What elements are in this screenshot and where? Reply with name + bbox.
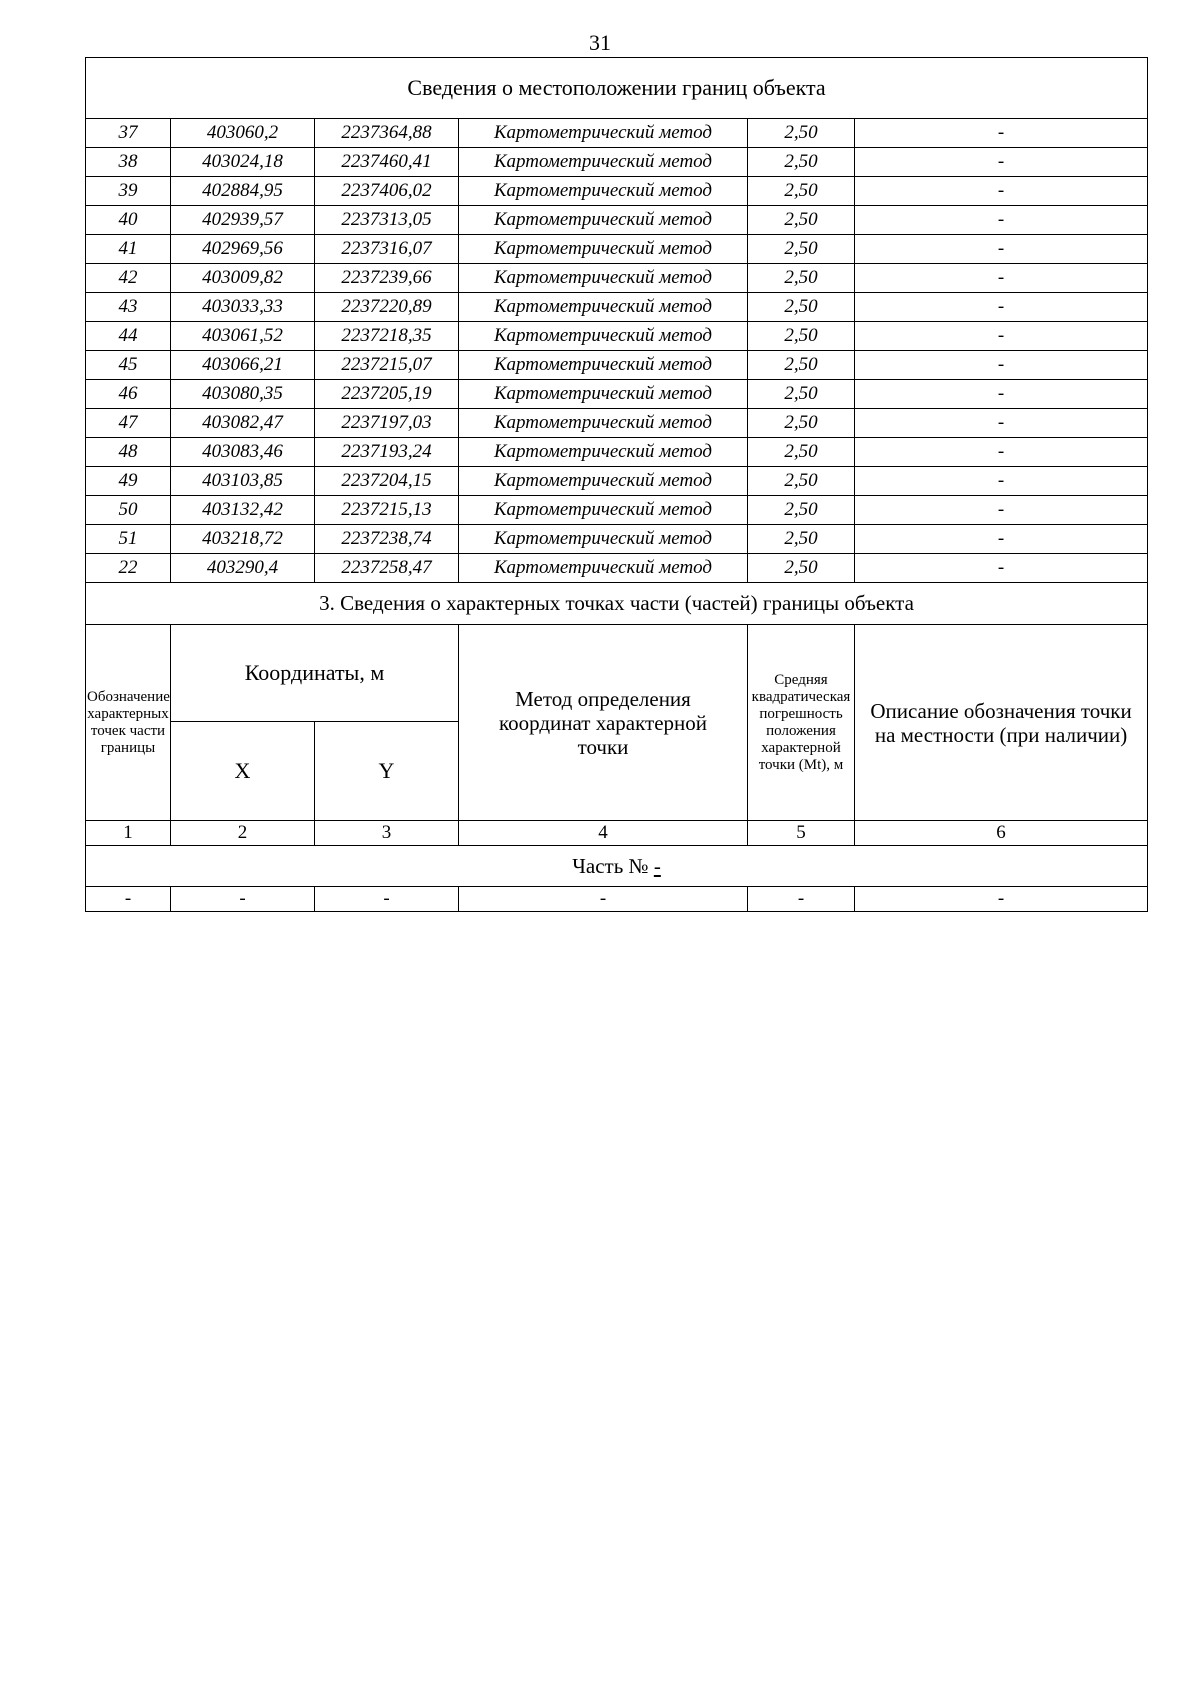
header-x: X (171, 722, 315, 821)
coord-x: 403080,35 (171, 380, 315, 409)
empty-cell: - (748, 887, 855, 912)
header-mt: Средняя квадратическая погрешность положения характерной точки (Mt), м (748, 625, 855, 821)
method-cell: Картометрический метод (459, 554, 748, 583)
table-row (86, 293, 1148, 322)
empty-cell: - (855, 887, 1148, 912)
coord-x: 403033,33 (171, 293, 315, 322)
point-number: 37 (86, 119, 171, 148)
coord-x: 403082,47 (171, 409, 315, 438)
part-label: Часть № (572, 853, 649, 878)
desc-cell: - (855, 322, 1148, 351)
section3-header-row-1 (86, 625, 1148, 722)
header-coords: Координаты, м (171, 625, 459, 722)
coord-x: 403218,72 (171, 525, 315, 554)
mt-cell: 2,50 (748, 351, 855, 380)
coord-y: 2237316,07 (315, 235, 459, 264)
section3-title: 3. Сведения о характерных точках части (частей) границы объекта (86, 583, 1148, 625)
mt-cell: 2,50 (748, 438, 855, 467)
point-number: 47 (86, 409, 171, 438)
part-cell (86, 846, 1148, 887)
table-row (86, 322, 1148, 351)
coord-y: 2237313,05 (315, 206, 459, 235)
point-number: 41 (86, 235, 171, 264)
column-number: 1 (86, 821, 171, 846)
mt-cell: 2,50 (748, 409, 855, 438)
desc-cell: - (855, 496, 1148, 525)
column-number: 3 (315, 821, 459, 846)
coord-x: 402939,57 (171, 206, 315, 235)
desc-cell: - (855, 148, 1148, 177)
table-row (86, 119, 1148, 148)
table-row (86, 177, 1148, 206)
mt-cell: 2,50 (748, 322, 855, 351)
desc-cell: - (855, 293, 1148, 322)
table-row (86, 554, 1148, 583)
table-row (86, 380, 1148, 409)
coord-x: 403083,46 (171, 438, 315, 467)
empty-part-row (86, 887, 1148, 912)
coord-x: 403290,4 (171, 554, 315, 583)
point-number: 42 (86, 264, 171, 293)
method-cell: Картометрический метод (459, 235, 748, 264)
method-cell: Картометрический метод (459, 467, 748, 496)
desc-cell: - (855, 525, 1148, 554)
method-cell: Картометрический метод (459, 322, 748, 351)
point-number: 43 (86, 293, 171, 322)
coord-y: 2237205,19 (315, 380, 459, 409)
method-cell: Картометрический метод (459, 380, 748, 409)
column-number: 6 (855, 821, 1148, 846)
point-number: 22 (86, 554, 171, 583)
table-title: Сведения о местоположении границ объекта (86, 58, 1148, 119)
coord-y: 2237215,13 (315, 496, 459, 525)
coord-y: 2237218,35 (315, 322, 459, 351)
coord-y: 2237238,74 (315, 525, 459, 554)
empty-cell: - (459, 887, 748, 912)
method-cell: Картометрический метод (459, 525, 748, 554)
table-row (86, 148, 1148, 177)
coord-y: 2237258,47 (315, 554, 459, 583)
mt-cell: 2,50 (748, 293, 855, 322)
coord-x: 403060,2 (171, 119, 315, 148)
coord-y: 2237364,88 (315, 119, 459, 148)
header-designation: Обозначение характерных точек части границы (86, 625, 171, 821)
desc-cell: - (855, 467, 1148, 496)
mt-cell: 2,50 (748, 264, 855, 293)
empty-cell: - (171, 887, 315, 912)
header-y: Y (315, 722, 459, 821)
method-cell: Картометрический метод (459, 351, 748, 380)
coord-x: 403061,52 (171, 322, 315, 351)
point-number: 51 (86, 525, 171, 554)
part-row (86, 846, 1148, 887)
coord-x: 403066,21 (171, 351, 315, 380)
point-number: 45 (86, 351, 171, 380)
desc-cell: - (855, 409, 1148, 438)
column-number: 2 (171, 821, 315, 846)
coord-x: 402884,95 (171, 177, 315, 206)
desc-cell: - (855, 380, 1148, 409)
column-number: 4 (459, 821, 748, 846)
point-number: 49 (86, 467, 171, 496)
point-number: 44 (86, 322, 171, 351)
coord-x: 403132,42 (171, 496, 315, 525)
desc-cell: - (855, 119, 1148, 148)
mt-cell: 2,50 (748, 496, 855, 525)
table-row (86, 496, 1148, 525)
point-number: 50 (86, 496, 171, 525)
method-cell: Картометрический метод (459, 119, 748, 148)
header-method: Метод определения координат характерной точки (459, 625, 748, 821)
column-number: 5 (748, 821, 855, 846)
table-row (86, 351, 1148, 380)
method-cell: Картометрический метод (459, 438, 748, 467)
empty-cell: - (86, 887, 171, 912)
desc-cell: - (855, 554, 1148, 583)
desc-cell: - (855, 206, 1148, 235)
point-number: 46 (86, 380, 171, 409)
method-cell: Картометрический метод (459, 293, 748, 322)
coord-x: 403103,85 (171, 467, 315, 496)
boundary-table (85, 57, 1148, 912)
mt-cell: 2,50 (748, 554, 855, 583)
coord-x: 403024,18 (171, 148, 315, 177)
table-row (86, 438, 1148, 467)
header-desc: Описание обозначения точки на местности (при наличии) (855, 625, 1148, 821)
desc-cell: - (855, 438, 1148, 467)
coord-y: 2237406,02 (315, 177, 459, 206)
coord-y: 2237239,66 (315, 264, 459, 293)
method-cell: Картометрический метод (459, 177, 748, 206)
coord-x: 403009,82 (171, 264, 315, 293)
mt-cell: 2,50 (748, 148, 855, 177)
column-numbers-row (86, 821, 1148, 846)
point-number: 39 (86, 177, 171, 206)
coord-y: 2237220,89 (315, 293, 459, 322)
desc-cell: - (855, 177, 1148, 206)
method-cell: Картометрический метод (459, 148, 748, 177)
table-row (86, 467, 1148, 496)
desc-cell: - (855, 351, 1148, 380)
mt-cell: 2,50 (748, 235, 855, 264)
section3-row (86, 583, 1148, 625)
coord-y: 2237197,03 (315, 409, 459, 438)
mt-cell: 2,50 (748, 119, 855, 148)
method-cell: Картометрический метод (459, 264, 748, 293)
coord-y: 2237193,24 (315, 438, 459, 467)
table-row (86, 264, 1148, 293)
table-row (86, 206, 1148, 235)
table-row (86, 409, 1148, 438)
coord-y: 2237204,15 (315, 467, 459, 496)
table-row (86, 235, 1148, 264)
title-row (86, 58, 1148, 119)
desc-cell: - (855, 235, 1148, 264)
method-cell: Картометрический метод (459, 496, 748, 525)
table-row (86, 525, 1148, 554)
coord-y: 2237215,07 (315, 351, 459, 380)
coord-x: 402969,56 (171, 235, 315, 264)
method-cell: Картометрический метод (459, 409, 748, 438)
mt-cell: 2,50 (748, 177, 855, 206)
point-number: 38 (86, 148, 171, 177)
desc-cell: - (855, 264, 1148, 293)
mt-cell: 2,50 (748, 380, 855, 409)
page-number: 31 (589, 30, 611, 55)
point-number: 48 (86, 438, 171, 467)
part-value: - (653, 853, 661, 878)
coord-y: 2237460,41 (315, 148, 459, 177)
point-number: 40 (86, 206, 171, 235)
mt-cell: 2,50 (748, 525, 855, 554)
mt-cell: 2,50 (748, 467, 855, 496)
empty-cell: - (315, 887, 459, 912)
mt-cell: 2,50 (748, 206, 855, 235)
method-cell: Картометрический метод (459, 206, 748, 235)
